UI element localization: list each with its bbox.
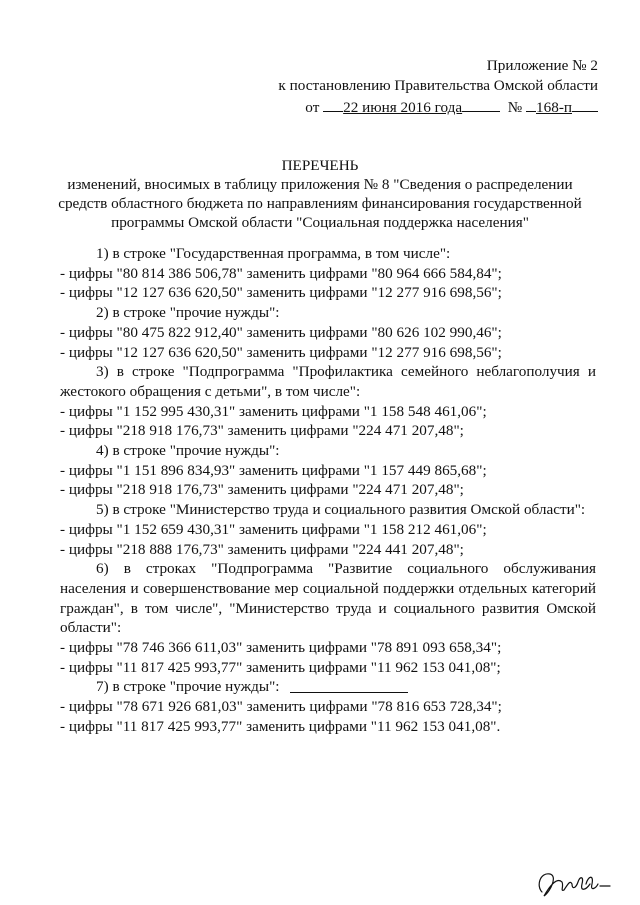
list-item: - цифры "1 151 896 834,93" заменить цифрами "1 157 449 865,68";	[60, 461, 487, 479]
list-item: - цифры "80 814 386 506,78" заменить цифрами "80 964 666 584,84";	[60, 264, 502, 282]
resolution-date: 22 июня 2016 года	[343, 99, 463, 116]
list-item: 2) в строке "прочие нужды":	[96, 304, 280, 322]
list-item: - цифры "1 152 659 430,31" заменить цифрами "1 158 212 461,06";	[60, 520, 487, 538]
list-item: 4) в строке "прочие нужды":	[96, 442, 280, 460]
resolution-reference: к постановлению Правительства Омской области	[278, 77, 598, 94]
list-item: 1) в строке "Государственная программа, в том числе":	[96, 245, 451, 262]
changes-list	[60, 244, 596, 737]
resolution-number: 168-п	[536, 99, 572, 116]
title-line-3: программы Омской области "Социальная поддержка населения"	[111, 214, 529, 231]
date-underline-tail	[462, 96, 500, 112]
title-line-1: изменений, вносимых в таблицу приложения № 8 "Сведения о распределении	[67, 176, 573, 193]
appendix-number: Приложение № 2	[486, 57, 598, 74]
list-item: - цифры "1 152 995 430,31" заменить цифрами "1 158 548 461,06";	[60, 402, 487, 420]
list-item: - цифры "11 817 425 993,77" заменить цифрами "11 962 153 041,08";	[60, 658, 501, 676]
list-item: - цифры "12 127 636 620,50" заменить цифрами "12 277 916 698,56";	[60, 343, 502, 361]
list-item: - цифры "218 888 176,73" заменить цифрами "224 441 207,48";	[60, 540, 464, 558]
list-item: - цифры "78 671 926 681,03" заменить цифрами "78 816 653 728,34";	[60, 698, 502, 716]
list-item: 6) в строках "Подпрограмма "Развитие социального обслуживания населения и совершенствование мер социальной поддержки отдельных категорий граждан", в том числе", "Министерство труда и социального развития Омской области":	[60, 560, 596, 637]
end-separator-line	[290, 692, 408, 693]
list-item: - цифры "218 918 176,73" заменить цифрами "224 471 207,48";	[60, 422, 464, 440]
signature-mark	[528, 862, 612, 902]
title-line-2: средств областного бюджета по направлениям финансирования государственной	[58, 195, 582, 212]
number-underline	[526, 96, 536, 112]
appendix-header	[278, 56, 598, 116]
list-item: - цифры "80 475 822 912,40" заменить цифрами "80 626 102 990,46";	[60, 323, 502, 341]
date-underline	[323, 96, 343, 112]
resolution-date-line	[278, 96, 598, 116]
list-item: 3) в строке "Подпрограмма "Профилактика семейного неблагополучия и жестокого обращения с детьми", в том числе":	[60, 363, 596, 400]
list-item: 7) в строке "прочие нужды":	[96, 678, 280, 696]
title-heading: ПЕРЕЧЕНЬ	[281, 157, 359, 174]
list-item: - цифры "218 918 176,73" заменить цифрами "224 471 207,48";	[60, 481, 464, 499]
number-underline-tail	[572, 96, 598, 112]
date-prefix: от	[305, 99, 320, 116]
list-item: - цифры "11 817 425 993,77" заменить цифрами "11 962 153 041,08".	[60, 717, 501, 735]
number-prefix: №	[507, 99, 523, 116]
list-item: - цифры "12 127 636 620,50" заменить цифрами "12 277 916 698,56";	[60, 284, 502, 302]
list-item: - цифры "78 746 366 611,03" заменить цифрами "78 891 093 658,34";	[60, 639, 502, 657]
list-item: 5) в строке "Министерство труда и социального развития Омской области":	[96, 501, 586, 519]
document-title	[0, 156, 640, 232]
